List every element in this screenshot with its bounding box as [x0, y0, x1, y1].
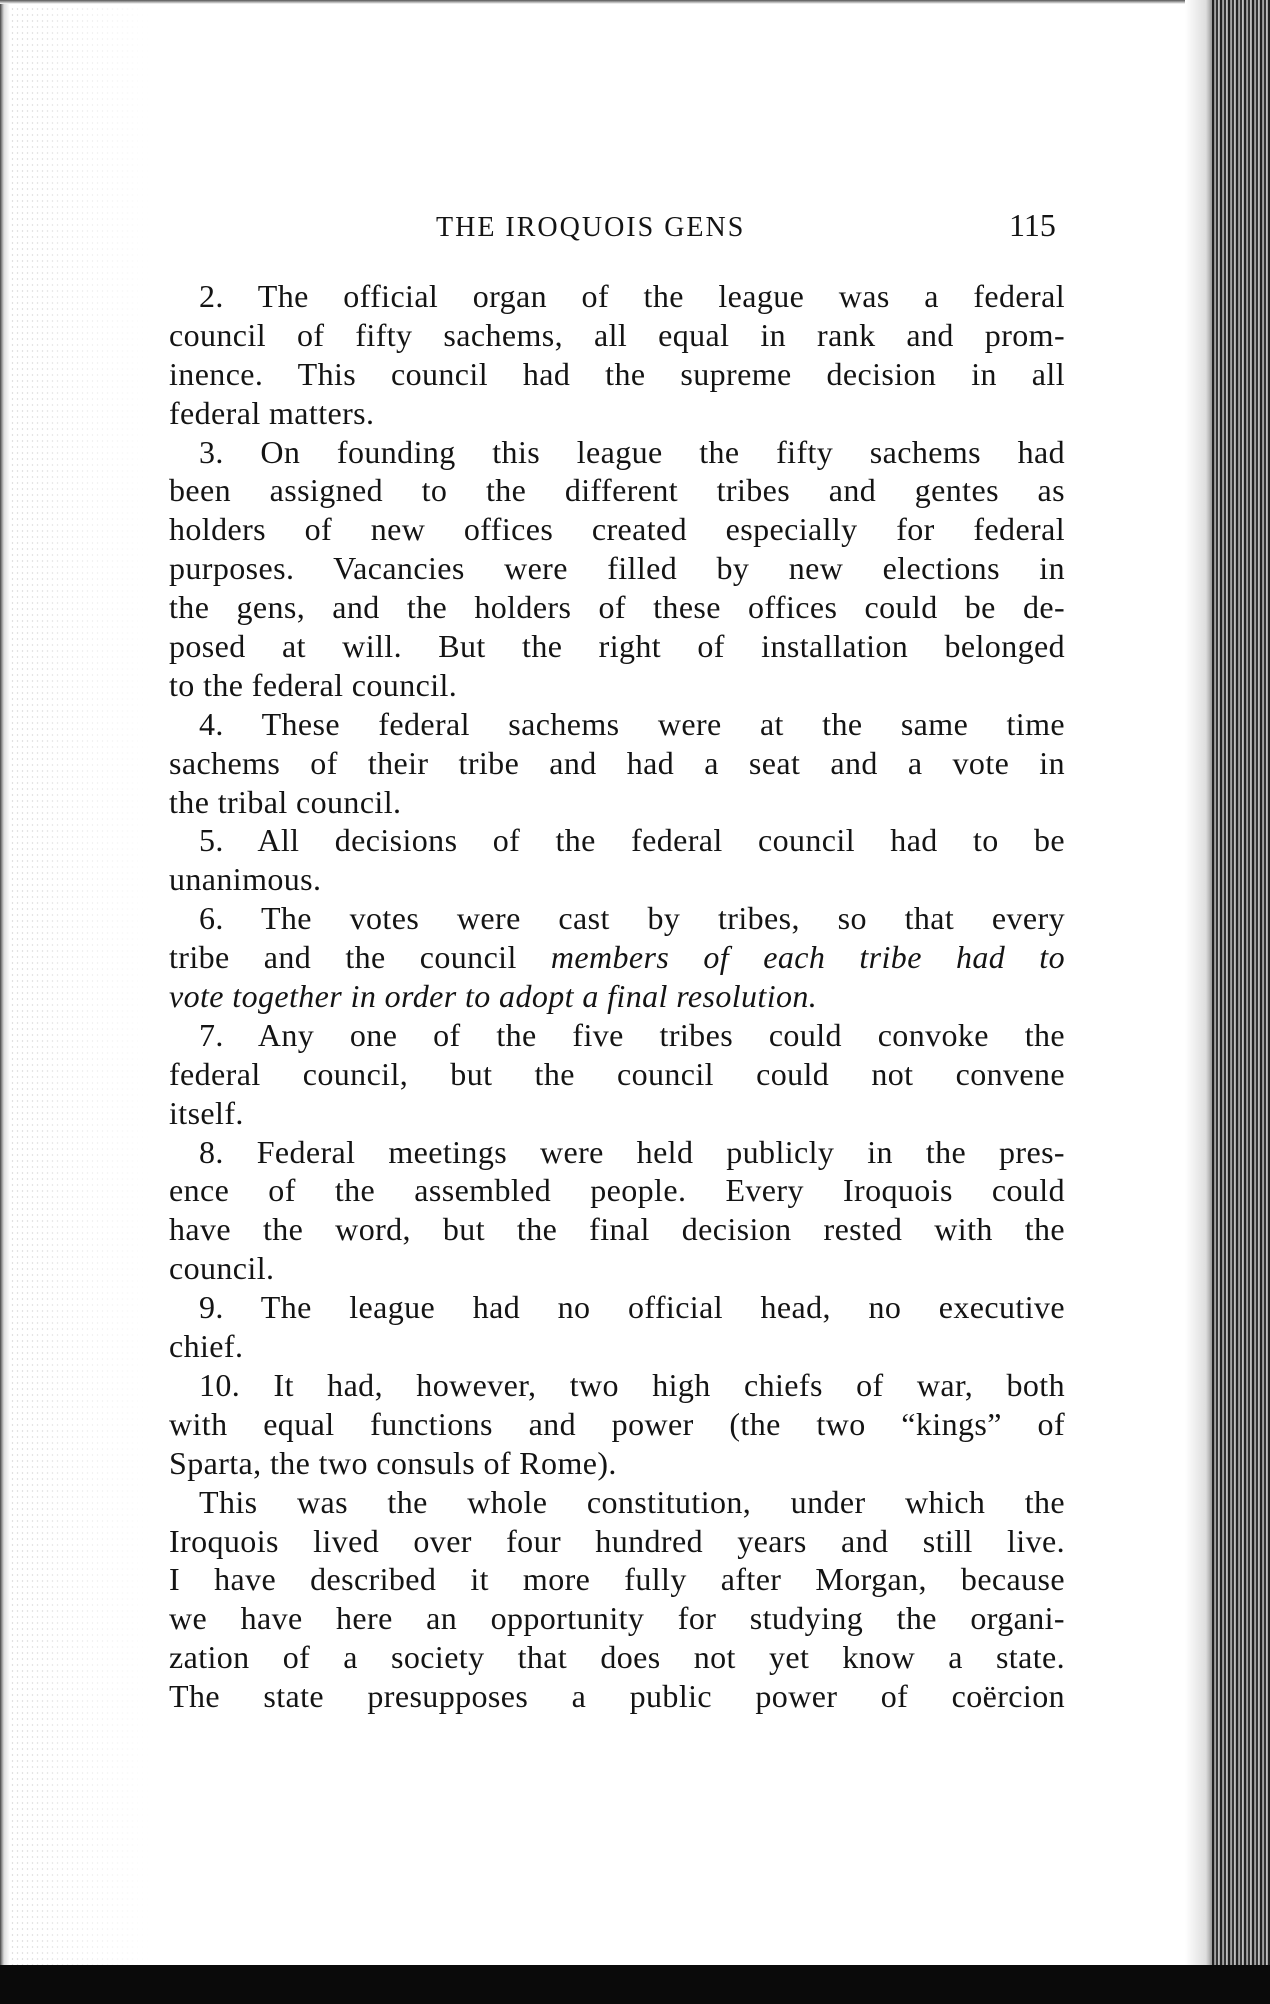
text-line [169, 1599, 1065, 1638]
text-line [169, 899, 1065, 938]
line-text: 10. It had, however, two high chiefs of war, both [199, 1366, 1065, 1403]
line-text: Iroquois lived over four hundred years and still live. [169, 1522, 1065, 1559]
text-line [169, 394, 1065, 433]
text-line [169, 1249, 1065, 1288]
line-text: The state presupposes a public power of coërcion [169, 1678, 1065, 1715]
line-text: zation of a society that does not yet know a state. [169, 1639, 1065, 1676]
page-stack-edge [1212, 0, 1270, 1965]
text-line [169, 1171, 1065, 1210]
line-text: inence. This council had the supreme decision in all [169, 355, 1065, 392]
text-line [169, 588, 1065, 627]
binding-shadow [1185, 0, 1215, 1965]
line-text: 6. The votes were cast by tribes, so that every [199, 900, 1065, 937]
running-title: THE IROQUOIS GENS [436, 212, 746, 243]
text-line [169, 1444, 1065, 1483]
text-line [169, 744, 1065, 783]
line-text: I have described it more fully after Morgan, because [169, 1561, 1065, 1598]
line-text: 3. On founding this league the fifty sachems had [199, 433, 1065, 470]
text-line [169, 1638, 1065, 1677]
text-line [169, 277, 1065, 316]
text-line [169, 1366, 1065, 1405]
line-text: tribe and the council [169, 939, 551, 976]
text-line [169, 471, 1065, 510]
line-text: we have here an opportunity for studying the organi- [169, 1600, 1065, 1637]
italic-text: members of each tribe had to [550, 939, 1065, 976]
text-line [169, 433, 1065, 472]
text-line [169, 1288, 1065, 1327]
text-line [169, 627, 1065, 666]
line-text: been assigned to the different tribes and gentes as [169, 472, 1065, 509]
line-text: unanimous. [169, 861, 322, 898]
line-text: posed at will. But the right of installation belonged [169, 628, 1065, 665]
body-text [169, 277, 1065, 1716]
line-text: 9. The league had no official head, no executive [199, 1289, 1065, 1326]
line-text: 8. Federal meetings were held publicly in the pres- [199, 1133, 1065, 1170]
text-line [169, 1677, 1065, 1716]
text-line [169, 705, 1065, 744]
text-line [169, 938, 1065, 977]
line-text: itself. [169, 1094, 244, 1131]
text-line [169, 1483, 1065, 1522]
text-line [169, 1133, 1065, 1172]
scan-bottom-border [0, 1965, 1270, 2004]
line-text: This was the whole constitution, under which the [199, 1483, 1065, 1520]
text-line [169, 1210, 1065, 1249]
line-text: with equal functions and power (the two “kings” of [169, 1405, 1065, 1442]
text-line [169, 860, 1065, 899]
text-line [169, 1016, 1065, 1055]
line-text: 7. Any one of the five tribes could convoke the [199, 1016, 1065, 1053]
text-line [169, 1560, 1065, 1599]
text-line [169, 783, 1065, 822]
text-line [169, 977, 1065, 1016]
line-text: council. [169, 1250, 275, 1287]
line-text: the gens, and the holders of these offices could be de- [169, 589, 1065, 626]
page-edge-texture [0, 0, 150, 1965]
text-line [169, 1405, 1065, 1444]
text-line [169, 355, 1065, 394]
page-number: 115 [1009, 207, 1056, 243]
text-line [169, 510, 1065, 549]
text-line [169, 821, 1065, 860]
text-line [169, 1327, 1065, 1366]
line-text: the tribal council. [169, 783, 402, 820]
left-page-edge [0, 0, 10, 1965]
line-text: 4. These federal sachems were at the same time [199, 705, 1065, 742]
line-text: federal council, but the council could not convene [169, 1055, 1065, 1092]
line-text: 2. The official organ of the league was a federal [199, 278, 1065, 314]
text-line [169, 666, 1065, 705]
line-text: 5. All decisions of the federal council had to be [199, 822, 1065, 859]
text-line [169, 549, 1065, 588]
line-text: chief. [169, 1328, 244, 1365]
line-text: federal matters. [169, 394, 375, 431]
line-text: council of fifty sachems, all equal in rank and prom- [169, 316, 1065, 353]
line-text: ence of the assembled people. Every Iroquois could [169, 1172, 1065, 1209]
text-line [169, 1055, 1065, 1094]
line-text: purposes. Vacancies were filled by new elections in [169, 550, 1065, 587]
text-line [169, 1522, 1065, 1561]
line-text: Sparta, the two consuls of Rome). [169, 1444, 617, 1481]
line-text: have the word, but the final decision rested with the [169, 1211, 1065, 1248]
text-line [169, 1094, 1065, 1133]
text-line [169, 316, 1065, 355]
top-page-edge [0, 0, 1215, 4]
line-text: to the federal council. [169, 666, 458, 703]
italic-text: vote together in order to adopt a final resolution. [169, 978, 818, 1015]
line-text: holders of new offices created especially for federal [169, 511, 1065, 548]
line-text: sachems of their tribe and had a seat and a vote in [169, 744, 1065, 781]
